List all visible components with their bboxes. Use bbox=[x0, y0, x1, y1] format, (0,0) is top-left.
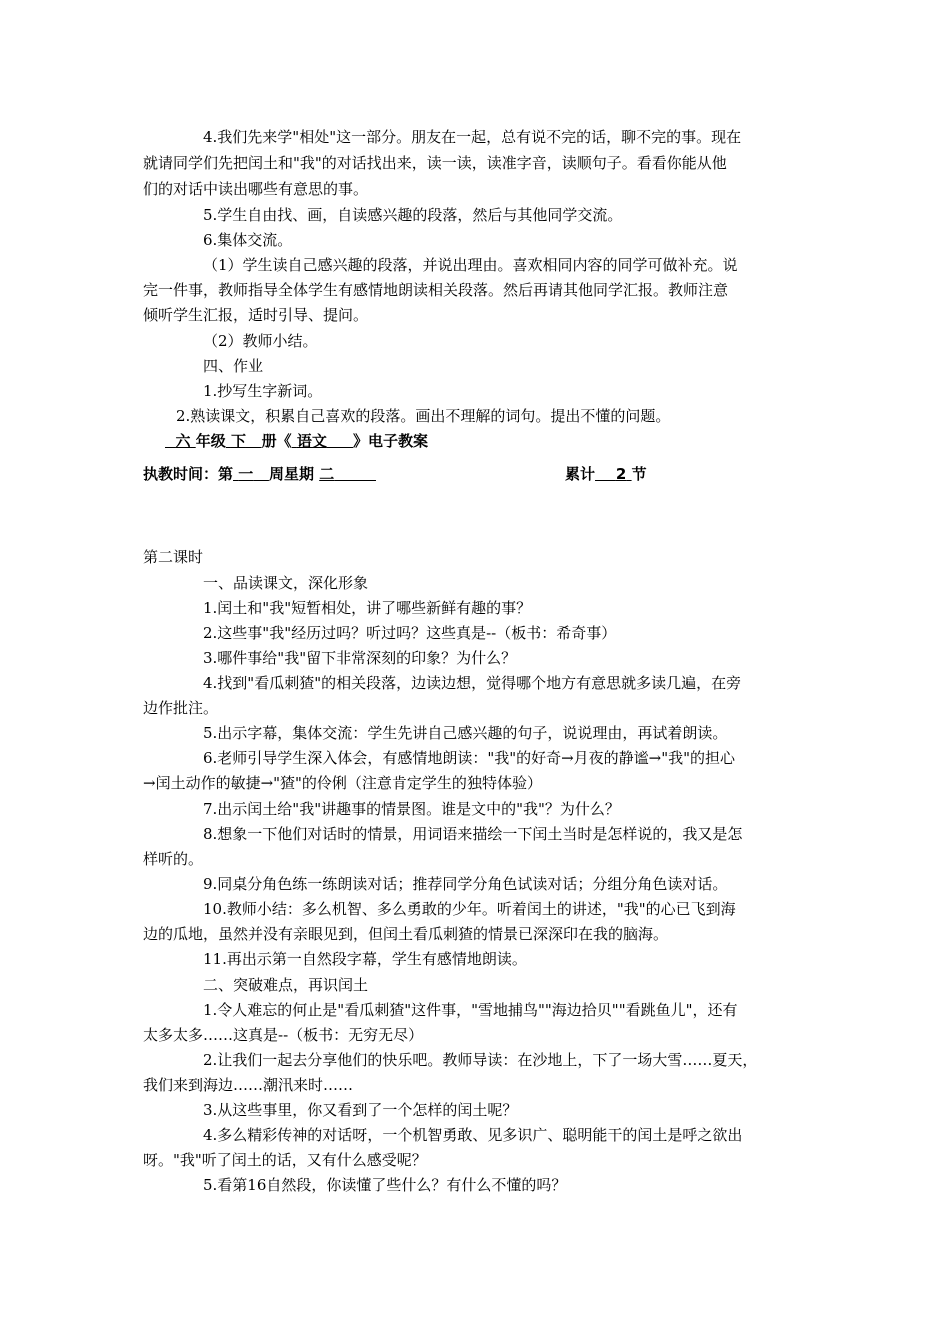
paragraph-line: 2.这些事"我"经历过吗？听过吗？这些真是--（板书：希奇事） bbox=[203, 624, 617, 642]
teaching-time: 执教时间：第 一 周星期 二 bbox=[143, 464, 376, 484]
paragraph-line: 边作批注。 bbox=[143, 699, 219, 717]
paragraph-line: 7.出示闰土给"我"讲趣事的情景图。谁是文中的"我"？为什么？ bbox=[203, 800, 620, 818]
paragraph-line: 4.多么精彩传神的对话呀，一个机智勇敢、见多识广、聪明能干的闰土是呼之欲出 bbox=[203, 1126, 743, 1144]
paragraph-line: 倾听学生汇报，适时引导、提问。 bbox=[143, 306, 369, 324]
paragraph-line: 1.抄写生字新词。 bbox=[203, 382, 323, 400]
paragraph-line: 8.想象一下他们对话时的情景，用词语来描绘一下闰土当时是怎样说的，我又是怎 bbox=[203, 825, 743, 843]
paragraph-line: 4.找到"看瓜刺猹"的相关段落，边读边想，觉得哪个地方有意思就多读几遍，在旁 bbox=[203, 674, 742, 692]
paragraph-line: 9.同桌分角色练一练朗读对话；推荐同学分角色试读对话；分组分角色读对话。 bbox=[203, 875, 728, 893]
paragraph-line: （2）教师小结。 bbox=[203, 332, 318, 350]
paragraph-line: 5.出示字幕，集体交流：学生先讲自己感兴趣的句子，说说理由，再试着朗读。 bbox=[203, 724, 728, 742]
paragraph-line: 6.集体交流。 bbox=[203, 231, 293, 249]
subject-field: 语文 bbox=[296, 432, 327, 450]
grade-field: 六 bbox=[175, 432, 191, 450]
paragraph-line: →闰土动作的敏捷→"猹"的伶俐（注意肯定学生的独特体验） bbox=[143, 774, 542, 792]
paragraph-line: 3.从这些事里，你又看到了一个怎样的闰土呢？ bbox=[203, 1101, 518, 1119]
volume-field: 下 bbox=[230, 432, 246, 450]
paragraph-line: 就请同学们先把闰土和"我"的对话找出来，读一读，读准字音，读顺句子。看看你能从他 bbox=[143, 154, 727, 172]
section-heading: 二、突破难点，再识闰土 bbox=[203, 976, 369, 994]
paragraph-line: 1.令人难忘的何止是"看瓜刺猹"这件事，"雪地捕鸟""海边拾贝""看跳鱼儿"，还有 bbox=[203, 1001, 738, 1019]
paragraph-line: 6.老师引导学生深入体会，有感情地朗读："我"的好奇→月夜的静谧→"我"的担心 bbox=[203, 749, 736, 767]
lesson-title: 第二课时 bbox=[143, 548, 204, 566]
section-heading: 四、作业 bbox=[203, 357, 264, 375]
weekday-field: 二 bbox=[319, 465, 335, 483]
paragraph-line: 11.再出示第一自然段字幕，学生有感情地朗读。 bbox=[203, 950, 527, 968]
paragraph-line: （1）学生读自己感兴趣的段落，并说出理由。喜欢相同内容的同学可做补充。说 bbox=[203, 256, 738, 274]
paragraph-line: 太多太多……这真是--（板书：无穷无尽） bbox=[143, 1026, 424, 1044]
total-number-field: 2 bbox=[615, 465, 627, 483]
paragraph-line: 10.教师小结：多么机智、多么勇敢的少年。听着闰土的讲述，"我"的心已飞到海 bbox=[203, 900, 736, 918]
paragraph-line: 样听的。 bbox=[143, 850, 204, 868]
paragraph-line: 我们来到海边……潮汛来时…… bbox=[143, 1076, 354, 1094]
week-number-field: 一 bbox=[238, 465, 254, 483]
paragraph-line: 2.让我们一起去分享他们的快乐吧。教师导读：在沙地上，下了一场大雪……夏天， bbox=[203, 1051, 758, 1069]
paragraph-line: 们的对话中读出哪些有意思的事。 bbox=[143, 180, 369, 198]
total-periods: 累计 2 节 bbox=[565, 465, 647, 483]
lesson-plan-title: 六 年级 下 册《 语文 》电子教案 bbox=[165, 431, 428, 451]
paragraph-line: 呀。"我"听了闰土的话，又有什么感受呢？ bbox=[143, 1151, 427, 1169]
paragraph-line: 2.熟读课文，积累自己喜欢的段落。画出不理解的词句。提出不懂的问题。 bbox=[176, 407, 671, 425]
paragraph-line: 完一件事，教师指导全体学生有感情地朗读相关段落。然后再请其他同学汇报。教师注意 bbox=[143, 281, 729, 299]
paragraph-line: 3.哪件事给"我"留下非常深刻的印象？为什么？ bbox=[203, 649, 517, 667]
section-heading: 一、品读课文，深化形象 bbox=[203, 574, 369, 592]
paragraph-line: 5.学生自由找、画，自读感兴趣的段落，然后与其他同学交流。 bbox=[203, 206, 623, 224]
paragraph-line: 4.我们先来学"相处"这一部分。朋友在一起，总有说不完的话，聊不完的事。现在 bbox=[203, 128, 742, 146]
paragraph-line: 边的瓜地，虽然并没有亲眼见到，但闰土看瓜刺猹的情景已深深印在我的脑海。 bbox=[143, 925, 669, 943]
paragraph-line: 1.闰土和"我"短暂相处，讲了哪些新鲜有趣的事？ bbox=[203, 599, 532, 617]
paragraph-line: 5.看第16自然段，你读懂了些什么？有什么不懂的吗？ bbox=[203, 1176, 567, 1194]
